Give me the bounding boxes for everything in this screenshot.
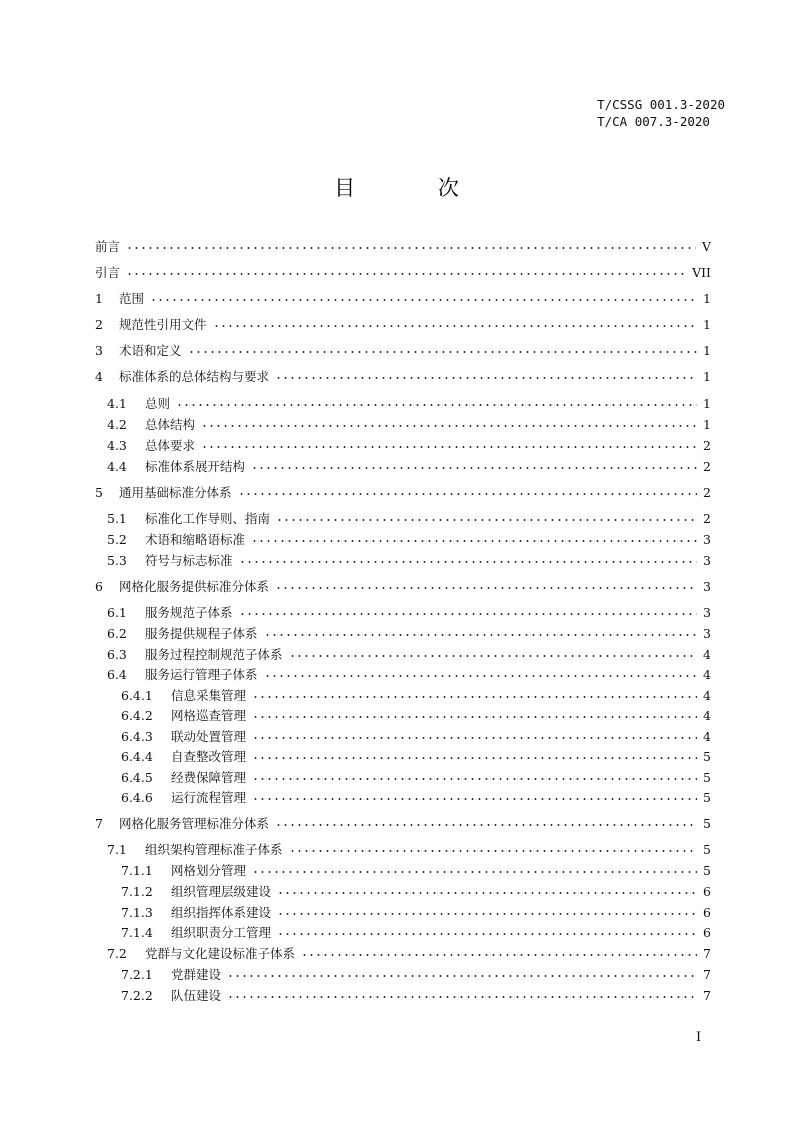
toc-entry-page: 7 xyxy=(703,945,711,961)
toc-entry-number: 7 xyxy=(95,815,103,831)
toc-dot-leader xyxy=(251,540,697,542)
toc-entry-page: 6 xyxy=(703,883,711,899)
toc-entry[interactable] xyxy=(95,508,711,528)
toc-entry-page: 6 xyxy=(703,924,711,940)
toc-entry[interactable] xyxy=(95,456,711,476)
toc-dot-leader xyxy=(227,975,697,977)
standard-code-2: T/CA 007.3-2020 xyxy=(597,114,710,129)
toc-entry-number: 6.3 xyxy=(107,646,127,662)
toc-entry-number: 6.4.3 xyxy=(121,728,153,744)
toc-dot-leader xyxy=(276,519,697,521)
toc-entry-label: 服务过程控制规范子体系 xyxy=(145,647,283,662)
toc-entry[interactable] xyxy=(95,726,711,746)
toc-entry[interactable] xyxy=(95,664,711,684)
toc-entry[interactable] xyxy=(95,985,711,1005)
toc-entry-number: 4.4 xyxy=(107,458,127,474)
toc-entry-number: 6.1 xyxy=(107,604,127,620)
toc-entry-label: 总则 xyxy=(145,396,171,411)
toc-entry-page: V xyxy=(701,238,711,254)
toc-entry-page: 5 xyxy=(703,862,711,878)
toc-entry-label: 服务运行管理子体系 xyxy=(145,667,258,682)
toc-dot-leader xyxy=(126,273,686,275)
toc-entry[interactable] xyxy=(95,943,711,963)
toc-entry-page: 3 xyxy=(703,552,711,568)
toc-entry-number: 5.2 xyxy=(107,531,127,547)
toc-entry[interactable] xyxy=(95,262,711,282)
toc-entry-label: 范围 xyxy=(119,291,145,306)
toc-dot-leader xyxy=(277,933,697,935)
toc-entry-page: 3 xyxy=(703,531,711,547)
toc-entry-page: 5 xyxy=(703,815,711,831)
toc-entry-page: 3 xyxy=(703,625,711,641)
toc-entry[interactable] xyxy=(95,236,711,256)
toc-entry[interactable] xyxy=(95,314,711,334)
toc-entry-number: 6.4.1 xyxy=(121,687,153,703)
toc-dot-leader xyxy=(201,446,697,448)
toc-entry-page: 1 xyxy=(703,368,711,384)
toc-entry-page: VII xyxy=(692,264,711,280)
toc-dot-leader xyxy=(264,675,698,677)
toc-entry[interactable] xyxy=(95,705,711,725)
toc-entry-label: 网格划分管理 xyxy=(171,863,247,878)
toc-entry-page: 5 xyxy=(703,769,711,785)
toc-entry-label: 信息采集管理 xyxy=(171,688,247,703)
toc-entry[interactable] xyxy=(95,902,711,922)
toc-entry-number: 6.2 xyxy=(107,625,127,641)
toc-entry[interactable] xyxy=(95,482,711,502)
toc-entry-number: 5.1 xyxy=(107,510,127,526)
toc-entry-number: 5.3 xyxy=(107,552,127,568)
toc-dot-leader xyxy=(176,404,697,406)
toc-entry-label: 服务提供规程子体系 xyxy=(145,626,258,641)
toc-entry-page: 3 xyxy=(703,578,711,594)
toc-entry-label: 标准体系的总体结构与要求 xyxy=(119,369,270,384)
toc-entry-label: 组织架构管理标准子体系 xyxy=(145,842,283,857)
toc-title: 目 次 xyxy=(334,176,497,200)
standard-code-1: T/CSSG 001.3-2020 xyxy=(597,97,725,112)
toc-dot-leader xyxy=(264,634,698,636)
toc-entry-number: 7.1 xyxy=(107,841,127,857)
toc-entry-page: 1 xyxy=(703,316,711,332)
toc-entry-label: 术语和定义 xyxy=(119,343,182,358)
toc-dot-leader xyxy=(277,892,697,894)
toc-entry-label: 引言 xyxy=(95,265,121,280)
toc-entry[interactable] xyxy=(95,881,711,901)
toc-entry[interactable] xyxy=(95,529,711,549)
toc-entry-number: 3 xyxy=(95,342,103,358)
toc-entry-label: 标准体系展开结构 xyxy=(145,459,246,474)
toc-entry[interactable] xyxy=(95,366,711,386)
toc-dot-leader xyxy=(252,757,697,759)
toc-entry-label: 组织管理层级建设 xyxy=(171,884,272,899)
toc-entry-number: 7.1.3 xyxy=(121,904,153,920)
toc-dot-leader xyxy=(213,325,698,327)
toc-entry-label: 网格化服务提供标准分体系 xyxy=(119,579,270,594)
toc-entry-page: 1 xyxy=(703,395,711,411)
toc-entry-page: 7 xyxy=(703,966,711,982)
toc-entry-page: 2 xyxy=(703,458,711,474)
toc-entry-page: 7 xyxy=(703,987,711,1003)
toc-entry-page: 4 xyxy=(703,646,711,662)
toc-entry-label: 党群与文化建设标准子体系 xyxy=(145,946,296,961)
toc-entry[interactable] xyxy=(95,813,711,833)
toc-dot-leader xyxy=(252,737,697,739)
toc-entry[interactable] xyxy=(95,288,711,308)
toc-dot-leader xyxy=(275,587,697,589)
toc-entry[interactable] xyxy=(95,767,711,787)
toc-entry[interactable] xyxy=(95,550,711,570)
toc-entry-number: 4.3 xyxy=(107,437,127,453)
toc-dot-leader xyxy=(150,299,697,301)
toc-entry-label: 自查整改管理 xyxy=(171,749,247,764)
toc-entry-label: 组织指挥体系建设 xyxy=(171,905,272,920)
toc-entry-number: 6 xyxy=(95,578,103,594)
toc-entry-label: 规范性引用文件 xyxy=(119,317,207,332)
toc-dot-leader xyxy=(252,696,697,698)
toc-entry-label: 总体结构 xyxy=(145,417,196,432)
toc-entry[interactable] xyxy=(95,393,711,413)
toc-entry-label: 联动处置管理 xyxy=(171,729,247,744)
toc-dot-leader xyxy=(238,493,698,495)
toc-entry[interactable] xyxy=(95,922,711,942)
toc-dot-leader xyxy=(301,954,697,956)
toc-entry-page: 2 xyxy=(703,484,711,500)
toc-dot-leader xyxy=(251,467,697,469)
toc-entry-label: 网格巡查管理 xyxy=(171,708,247,723)
toc-entry-number: 4.2 xyxy=(107,416,127,432)
toc-entry-number: 4.1 xyxy=(107,395,127,411)
footer-page-number: I xyxy=(696,1030,702,1045)
toc-dot-leader xyxy=(201,425,697,427)
toc-entry-label: 队伍建设 xyxy=(171,988,222,1003)
toc-entry-number: 7.1.2 xyxy=(121,883,153,899)
toc-entry[interactable] xyxy=(95,576,711,596)
toc-entry-number: 1 xyxy=(95,290,103,306)
toc-dot-leader xyxy=(289,655,698,657)
toc-dot-leader xyxy=(126,247,696,249)
toc-dot-leader xyxy=(252,778,697,780)
toc-entry-number: 7.1.4 xyxy=(121,924,153,940)
toc-entry[interactable] xyxy=(95,839,711,859)
toc-entry-page: 2 xyxy=(703,437,711,453)
toc-entry-number: 6.4 xyxy=(107,666,127,682)
toc-entry-page: 1 xyxy=(703,290,711,306)
toc-entry[interactable] xyxy=(95,685,711,705)
toc-entry-page: 4 xyxy=(703,728,711,744)
toc-entry[interactable] xyxy=(95,860,711,880)
toc-dot-leader xyxy=(275,377,697,379)
toc-entry-label: 符号与标志标准 xyxy=(145,553,233,568)
toc-entry[interactable] xyxy=(95,623,711,643)
toc-entry-label: 经费保障管理 xyxy=(171,770,247,785)
toc-dot-leader xyxy=(188,351,698,353)
toc-entry-number: 6.4.5 xyxy=(121,769,153,785)
toc-entry-label: 运行流程管理 xyxy=(171,790,247,805)
toc-entry[interactable] xyxy=(95,435,711,455)
toc-entry-number: 4 xyxy=(95,368,103,384)
toc-dot-leader xyxy=(239,561,698,563)
toc-entry-label: 术语和缩略语标准 xyxy=(145,532,246,547)
toc-entry[interactable] xyxy=(95,644,711,664)
toc-entry-number: 7.2 xyxy=(107,945,127,961)
toc-entry-label: 通用基础标准分体系 xyxy=(119,485,232,500)
toc-entry-number: 7.2.2 xyxy=(121,987,153,1003)
toc-dot-leader xyxy=(275,824,697,826)
toc-entry-page: 4 xyxy=(703,666,711,682)
toc-dot-leader xyxy=(252,871,697,873)
toc-entry-page: 5 xyxy=(703,789,711,805)
toc-entry-label: 总体要求 xyxy=(145,438,196,453)
toc-entry-label: 服务规范子体系 xyxy=(145,605,233,620)
toc-entry-number: 2 xyxy=(95,316,103,332)
toc-entry-label: 标准化工作导则、指南 xyxy=(145,511,271,526)
toc-entry[interactable] xyxy=(95,414,711,434)
toc-entry-page: 4 xyxy=(703,707,711,723)
toc-entry-page: 2 xyxy=(703,510,711,526)
toc-entry-page: 5 xyxy=(703,748,711,764)
toc-dot-leader xyxy=(227,996,697,998)
toc-entry-label: 党群建设 xyxy=(171,967,222,982)
toc-entry-number: 6.4.6 xyxy=(121,789,153,805)
toc-entry-page: 3 xyxy=(703,604,711,620)
toc-entry[interactable] xyxy=(95,340,711,360)
toc-entry-page: 1 xyxy=(703,416,711,432)
toc-entry-number: 6.4.4 xyxy=(121,748,153,764)
toc-entry-number: 7.2.1 xyxy=(121,966,153,982)
toc-entry-label: 网格化服务管理标准分体系 xyxy=(119,816,270,831)
toc-entry[interactable] xyxy=(95,964,711,984)
toc-entry[interactable] xyxy=(95,787,711,807)
toc-dot-leader xyxy=(252,716,697,718)
toc-entry[interactable] xyxy=(95,746,711,766)
toc-entry-number: 6.4.2 xyxy=(121,707,153,723)
toc-entry-page: 1 xyxy=(703,342,711,358)
standard-codes xyxy=(597,96,725,130)
toc-entry[interactable] xyxy=(95,602,711,622)
toc-entry-label: 组织职责分工管理 xyxy=(171,925,272,940)
toc-entry-page: 5 xyxy=(703,841,711,857)
toc-dot-leader xyxy=(252,798,697,800)
toc-entry-number: 7.1.1 xyxy=(121,862,153,878)
toc-dot-leader xyxy=(277,913,697,915)
toc-dot-leader xyxy=(289,850,698,852)
toc-entry-number: 5 xyxy=(95,484,103,500)
toc-entry-page: 4 xyxy=(703,687,711,703)
toc-dot-leader xyxy=(239,613,698,615)
toc-entry-label: 前言 xyxy=(95,239,121,254)
toc-entry-page: 6 xyxy=(703,904,711,920)
